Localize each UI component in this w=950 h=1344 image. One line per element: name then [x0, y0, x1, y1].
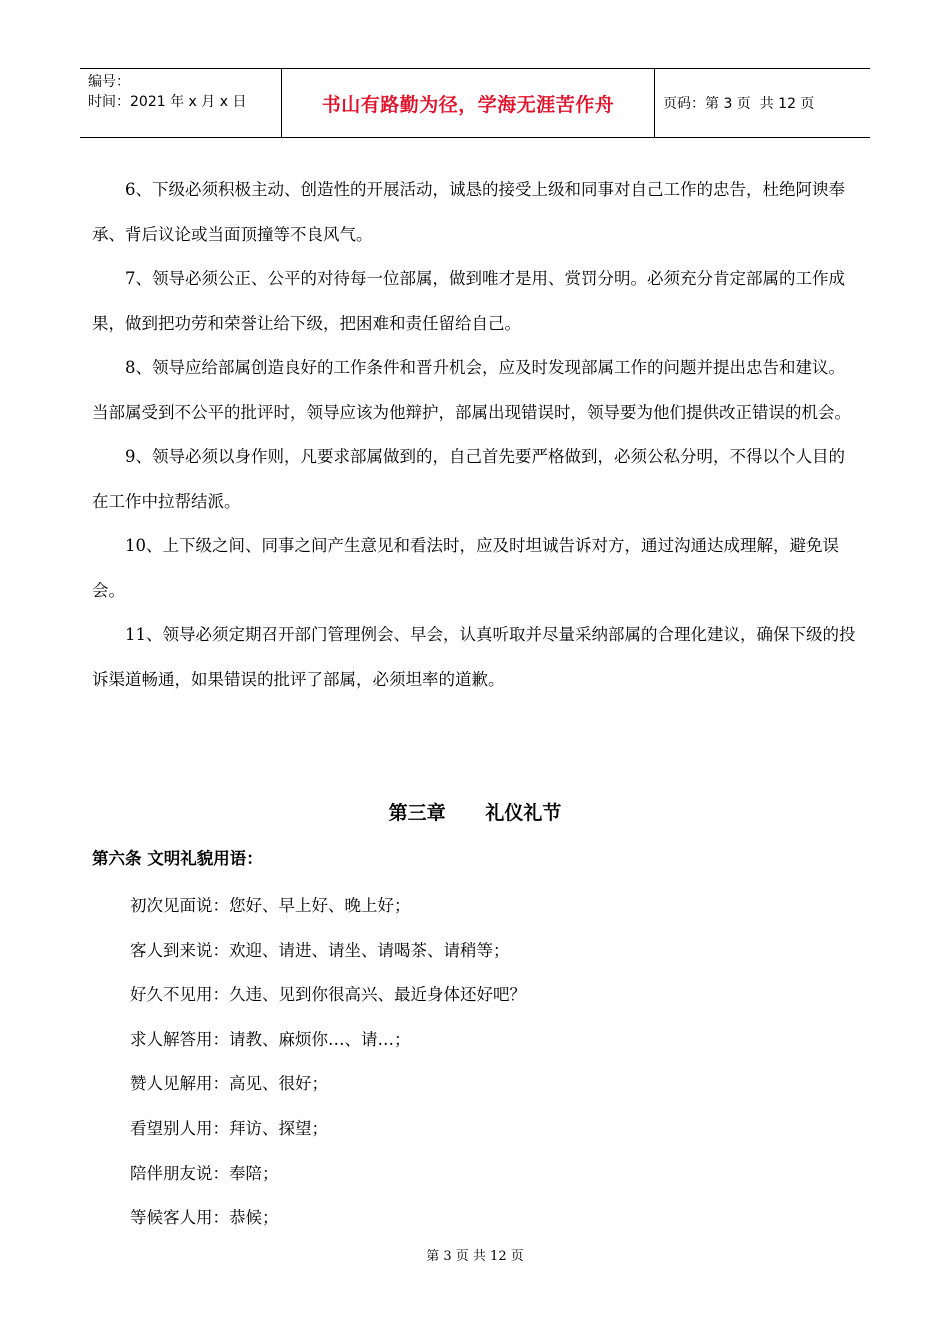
list-item: 初次见面说：您好、早上好、晚上好；: [130, 896, 411, 915]
chapter-title: 第三章 礼仪礼节: [388, 802, 562, 824]
paragraph-11: 11、领导必须定期召开部门管理例会、早会，认真听取并尽量采纳部属的合理化建议，确保下级的投诉渠道畅通，如果错误的批评了部属，必须坦率的道歉。: [92, 625, 856, 689]
list-item: 客人到来说：欢迎、请进、请坐、请喝茶、请稍等；: [130, 940, 510, 960]
paragraph-8: 8、领导应给部属创造良好的工作条件和晋升机会，应及时发现部属工作的问题并提出忠告和建议。当部属受到不公平的批评时，领导应该为他辩护，部属出现错误时，领导要为他们提供改正错误的机会。: [92, 358, 851, 422]
paragraph-9: 9、领导必须以身作则，凡要求部属做到的，自己首先要严格做到，必须公私分明，不得以个人目的在工作中拉帮结派。: [92, 447, 845, 511]
chapter-heading: [0, 798, 950, 825]
list-item: 等候客人用：恭候；: [130, 1208, 279, 1228]
paragraph-10: 10、上下级之间、同事之间产生意见和看法时，应及时坦诚告诉对方，通过沟通达成理解，避免误会。: [92, 536, 839, 600]
header-motto: 书山有路勤为径，学海无涯苦作舟: [282, 69, 655, 137]
list-item: 陪伴朋友说：奉陪；: [130, 1163, 279, 1183]
document-header: [80, 68, 870, 138]
paragraph-6: 6、下级必须积极主动、创造性的开展活动，诚恳的接受上级和同事对自己工作的忠告，杜绝阿谀奉承、背后议论或当面顶撞等不良风气。: [92, 180, 845, 244]
list-item: 看望别人用：拜访、探望；: [130, 1118, 328, 1138]
article-heading: 第六条 文明礼貌用语：: [92, 849, 263, 868]
doc-number-label: 编号：: [88, 74, 130, 90]
header-meta: [80, 69, 282, 137]
body-text: [92, 168, 860, 702]
header-page-info: [655, 69, 870, 137]
phrase-list: [130, 884, 526, 1241]
doc-date-label: 时间：2021 年 x 月 x 日: [88, 94, 247, 110]
list-item: 赞人见解用：高见、很好；: [130, 1074, 328, 1094]
list-item: 好久不见用：久违、见到你很高兴、最近身体还好吧？: [130, 985, 526, 1005]
header-page-label: 页码：第 3 页 共 12 页: [663, 96, 815, 112]
list-item: 求人解答用：请教、麻烦你…、请…；: [130, 1029, 411, 1049]
page-footer: 第 3 页 共 12 页: [426, 1249, 524, 1264]
paragraph-7: 7、领导必须公正、公平的对待每一位部属，做到唯才是用、赏罚分明。必须充分肯定部属的工作成果，做到把功劳和荣誉让给下级，把困难和责任留给自己。: [92, 269, 845, 333]
